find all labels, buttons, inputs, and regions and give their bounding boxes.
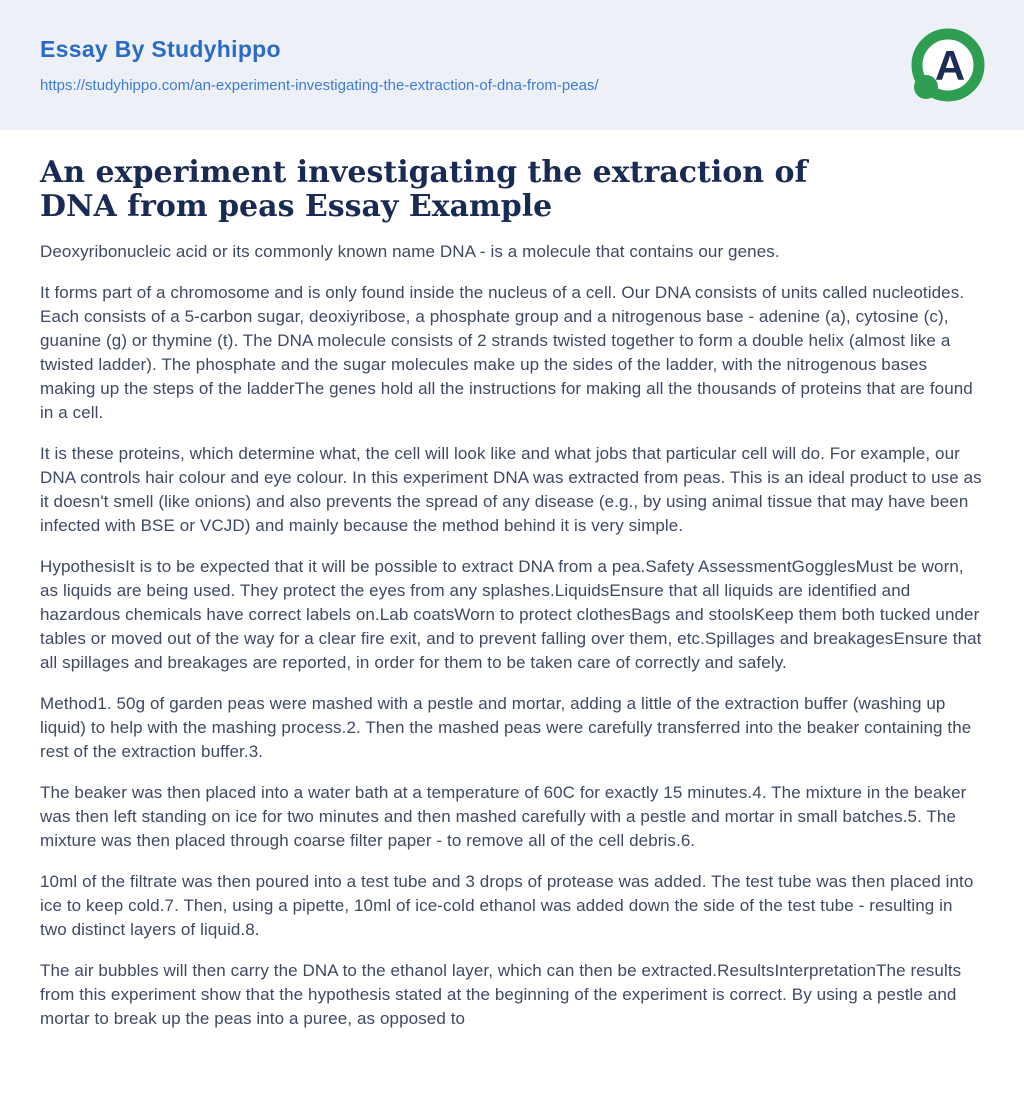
page-title-line1: An experiment investigating the extraction of [40, 155, 808, 190]
page-url-link[interactable]: https://studyhippo.com/an-experiment-investigating-the-extraction-of-dna-from-peas/ [40, 77, 599, 94]
brand-title: Essay By Studyhippo [40, 36, 281, 62]
paragraph: 10ml of the filtrate was then poured into a test tube and 3 drops of protease was added. The test tube was then placed into ice to keep cold.7. Then, using a pipette, 10ml of ice-cold ethanol was added down the side of the test tube - resulting in two distinct layers of liquid.8. [40, 872, 974, 939]
paragraph: It forms part of a chromosome and is only found inside the nucleus of a cell. Our DNA consists of units called nucleotides. Each consists of a 5-carbon sugar, deoxiyribose, a phosphate group and a nitrogenous base - adenine (a), cytosine (c), guanine (g) or thymine (t). The DNA molecule consists of 2 strands twisted together to form a double helix (almost like a twisted ladder). The phosphate and the sugar molecules make up the sides of the ladder, with the nitrogenous bases making up the steps of the ladderThe genes hold all the instructions for making all the thousands of proteins that are found in a cell. [40, 283, 973, 422]
paragraph: The air bubbles will then carry the DNA to the ethanol layer, which can then be extracted.ResultsInterpretationThe results from this experiment show that the hypothesis stated at the beginning of the experiment is correct. By using a pestle and mortar to break up the peas into a puree, as opposed to [40, 961, 962, 1028]
studyhippo-logo-icon [910, 27, 986, 103]
page-title [40, 156, 984, 224]
article-body [40, 240, 984, 1031]
paragraph: Method1. 50g of garden peas were mashed with a pestle and mortar, adding a little of the extraction buffer (washing up liquid) to help with the mashing process.2. Then the mashed peas were carefully transferred into the beaker containing the rest of the extraction buffer.3. [40, 694, 972, 761]
logo-letter: A [934, 42, 966, 89]
paragraph: HypothesisIt is to be expected that it will be possible to extract DNA from a pea.Safety AssessmentGogglesMust be worn, as liquids are being used. They protect the eyes from any splashes.LiquidsEnsure that all liquids are identified and hazardous chemicals have correct labels on.Lab coatsWorn to protect clothesBags and stoolsKeep them both tucked under tables or moved out of the way for a clear fire exit, and to prevent falling over them, etc.Spillages and breakagesEnsure that all spillages and breakages are reported, in order for them to be taken care of correctly and safely. [40, 557, 982, 672]
page-title-line2: DNA from peas Essay Example [40, 189, 553, 224]
header-text-block [40, 36, 599, 94]
article [0, 130, 1024, 1108]
paragraph: It is these proteins, which determine what, the cell will look like and what jobs that particular cell will do. For example, our DNA controls hair colour and eye colour. In this experiment DNA was extracted from peas. This is an ideal product to use as it doesn't smell (like onions) and also prevents the spread of any disease (e.g., by using animal tissue that may have been infected with BSE or VCJD) and mainly because the method behind it is very simple. [40, 444, 982, 535]
paragraph: Deoxyribonucleic acid or its commonly known name DNA - is a molecule that contains our genes. [40, 242, 780, 261]
studyhippo-logo [910, 27, 986, 103]
site-header [0, 0, 1024, 130]
paragraph: The beaker was then placed into a water bath at a temperature of 60C for exactly 15 minutes.4. The mixture in the beaker was then left standing on ice for two minutes and then mashed carefully with a pestle and mortar in small batches.5. The mixture was then placed through coarse filter paper - to remove all of the cell debris.6. [40, 783, 967, 850]
